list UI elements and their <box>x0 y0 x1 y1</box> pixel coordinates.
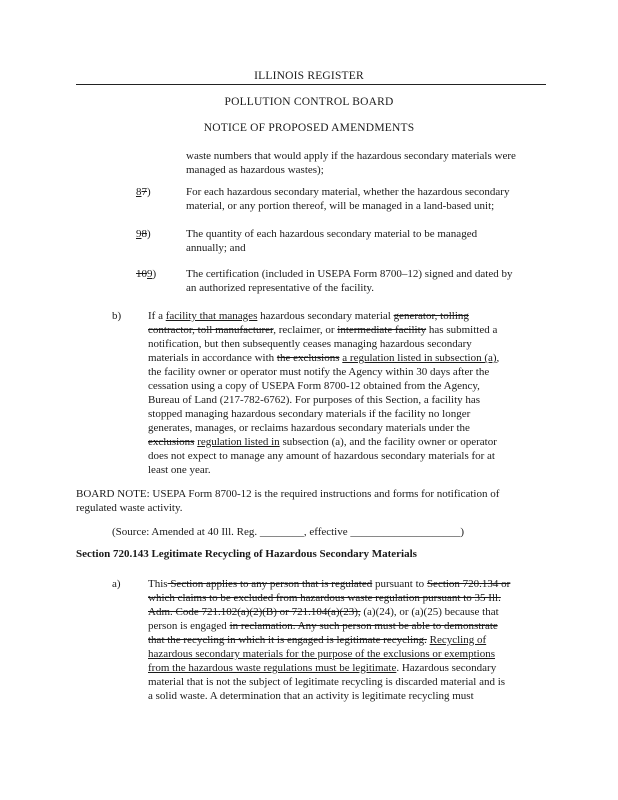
subsection-label: a) <box>112 578 121 590</box>
item-text: For each hazardous secondary material, whether the hazardous secondary <box>186 186 510 198</box>
section-heading: Section 720.143 Legitimate Recycling of Hazardous Secondary Materials <box>76 548 417 560</box>
subsection-text: If a facility that manages hazardous secondary material generator, tolling <box>148 310 469 322</box>
subsection-text: cessation using a copy of USEPA Form 8700-12 obtained from the Agency, <box>148 380 480 392</box>
header-rule <box>76 84 546 85</box>
register-title: ILLINOIS REGISTER <box>254 70 364 82</box>
subsection-text: the facility owner or operator must notify the Agency within 30 days after the <box>148 366 490 378</box>
subsection-label: b) <box>112 310 122 322</box>
source-note: (Source: Amended at 40 Ill. Reg. ________, effective ____________________) <box>112 526 465 538</box>
subsection-text: notification, but then subsequently ceases managing hazardous secondary <box>148 338 472 350</box>
item-number: 109) <box>136 268 157 280</box>
board-title: POLLUTION CONTROL BOARD <box>224 96 394 108</box>
subsection-text: which claims to be excluded from hazardous waste regulation pursuant to 35 Ill. <box>148 592 501 604</box>
subsection-text: generates, manages, or reclaims hazardous secondary materials under the <box>148 422 470 434</box>
subsection-text: This Section applies to any person that is regulated pursuant to Section 720.134 or <box>148 578 511 590</box>
subsection-text: hazardous secondary materials for the purpose of the exclusions or exemptions <box>148 648 496 660</box>
board-note: BOARD NOTE: USEPA Form 8700-12 is the required instructions and forms for notification of <box>76 488 500 500</box>
board-note: regulated waste activity. <box>76 502 183 514</box>
item-number: 87) <box>136 186 151 198</box>
subsection-text: a solid waste. A determination that an activity is legitimate recycling must <box>148 690 474 702</box>
item-text: annually; and <box>186 242 246 254</box>
item-text: The certification (included in USEPA Form 8700–12) signed and dated by <box>186 268 513 280</box>
subsection-text: does not expect to manage any amount of hazardous secondary materials for at <box>148 450 495 462</box>
subsection-text: from the hazardous waste regulations must be legitimate. Hazardous secondary <box>148 662 497 674</box>
subsection-text: materials in accordance with the exclusions a regulation listed in subsection (a), <box>148 352 500 364</box>
subsection-text: stopped managing hazardous secondary materials if the facility no longer <box>148 408 471 420</box>
subsection-text: person is engaged in reclamation. Any such person must be able to demonstrate <box>148 620 498 632</box>
notice-title: NOTICE OF PROPOSED AMENDMENTS <box>203 122 415 134</box>
item-text: an authorized representative of the facility. <box>186 282 375 294</box>
subsection-text: Bureau of Land (217-782-6762). For purposes of this Section, a facility has <box>148 394 481 406</box>
subsection-text: Adm. Code 721.102(a)(2)(B) or 721.104(a)(23), (a)(24), or (a)(25) because that <box>148 606 499 618</box>
item-number: 98) <box>136 228 151 240</box>
subsection-text: contractor, toll manufacturer, reclaimer, or intermediate facility has submitted a <box>148 324 498 336</box>
item-text: material, or any portion thereof, will be managed in a land-based unit; <box>186 200 495 212</box>
subsection-text: material that is not the subject of legitimate recycling is discarded material and is <box>148 676 506 688</box>
continuation-line: waste numbers that would apply if the hazardous secondary materials were <box>186 150 516 162</box>
subsection-text: least one year. <box>148 464 211 476</box>
subsection-text: exclusions regulation listed in subsection (a), and the facility owner or operator <box>148 436 497 448</box>
continuation-line: managed as hazardous wastes); <box>186 164 324 176</box>
item-text: The quantity of each hazardous secondary material to be managed <box>186 228 478 240</box>
subsection-text: that the recycling in which it is engaged is legitimate recycling. Recycling of <box>148 634 487 646</box>
